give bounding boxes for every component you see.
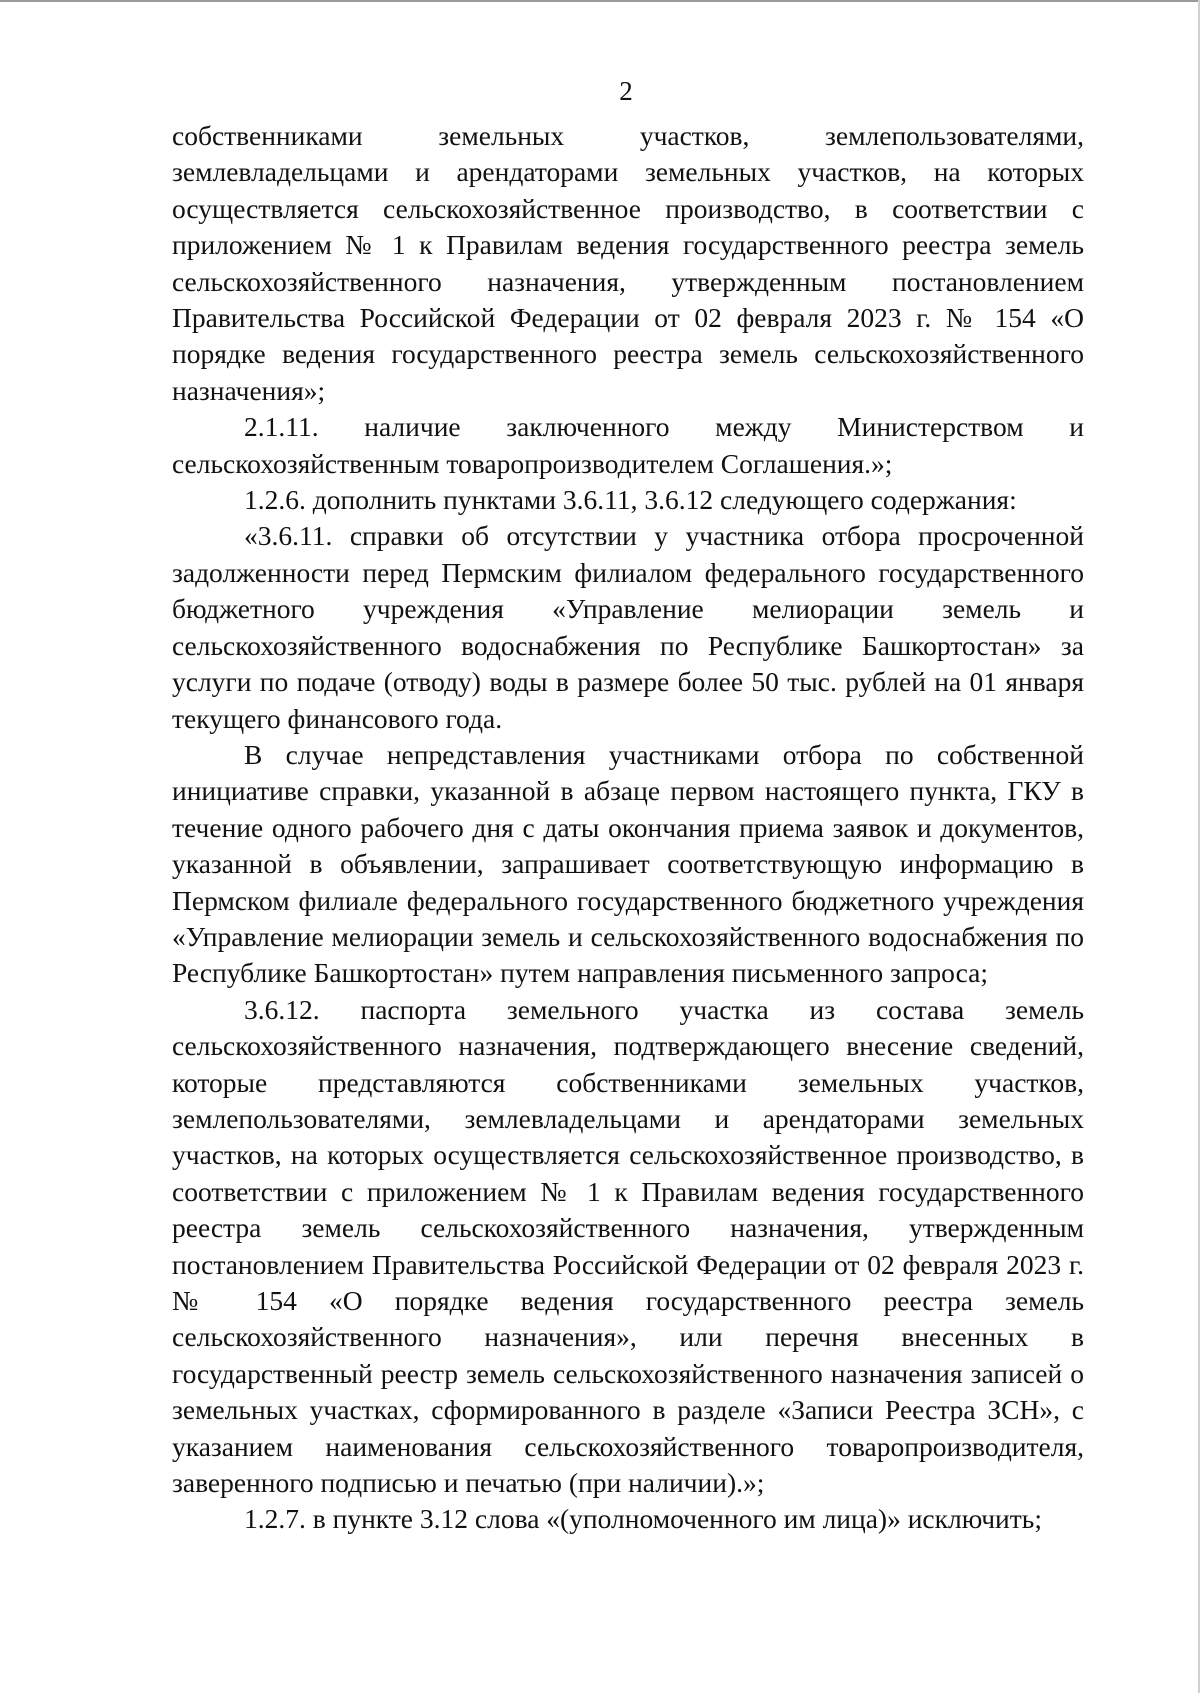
paragraph-non-submission: В случае непредставления участниками отбора по собственной инициативе справки, указанной в абзаце первом настоящего пункта, ГКУ в течение одного рабочего дня с даты окончания приема заявок и документов, указанной в объявлении, запрашивает соответствующую информацию в Пермском филиале федерального государственного бюджетного учреждения «Управление мелиорации земель и сельскохозяйственного водоснабжения по Республике Башкортостан» путем направления письменного запроса; <box>172 738 1084 989</box>
paragraph-continuation: собственниками земельных участков, землепользователями, землевладельцами и арендаторами земельных участков, на которых осуществляется сельскохозяйственное производство, в соответствии с приложением № 1 к Правилам ведения государственного реестра земель сельскохозяйственного назначения, утвержденным постановлением Правительства Российской Федерации от 02 февраля 2023 г. № 154 «О порядке ведения государственного реестра земель сельскохозяйственного назначения»; <box>172 120 1084 406</box>
paragraph-item-1-2-6: 1.2.6. дополнить пунктами 3.6.11, 3.6.12 следующего содержания: <box>244 484 1017 516</box>
document-body <box>172 118 1084 1538</box>
paragraph-item-2-1-11: 2.1.11. наличие заключенного между Министерством и сельскохозяйственным товаропроизводителем Соглашения.»; <box>172 411 1084 479</box>
paragraph-item-3-6-12: 3.6.12. паспорта земельного участка из состава земель сельскохозяйственного назначения, подтверждающего внесение сведений, которые представляются собственниками земельных участков, землепользователями, землевладельцами и арендаторами земельных участков, на которых осуществляется сельскохозяйственное производство, в соответствии с приложением № 1 к Правилам ведения государственного реестра земель сельскохозяйственного назначения, утвержденным постановлением Правительства Российской Федерации от 02 февраля 2023 г. № 154 «О порядке ведения государственного реестра земель сельскохозяйственного назначения», или перечня внесенных в государственный реестр земель сельскохозяйственного назначения записей о земельных участках, сформированного в разделе «Записи Реестра ЗСН», с указанием наименования сельскохозяйственного товаропроизводителя, заверенного подписью и печатью (при наличии).»; <box>172 993 1084 1499</box>
page-number: 2 <box>619 76 633 106</box>
paragraph-item-1-2-7: 1.2.7. в пункте 3.12 слова «(уполномоченного им лица)» исключить; <box>244 1503 1042 1535</box>
scan-edge-top <box>0 0 1200 2</box>
paragraph-item-3-6-11: «3.6.11. справки об отсутствии у участника отбора просроченной задолженности перед Пермским филиалом федерального государственного бюджетного учреждения «Управление мелиорации земель и сельскохозяйственного водоснабжения по Республике Башкортостан» за услуги по подаче (отводу) воды в размере более 50 тыс. рублей на 01 января текущего финансового года. <box>172 520 1084 734</box>
